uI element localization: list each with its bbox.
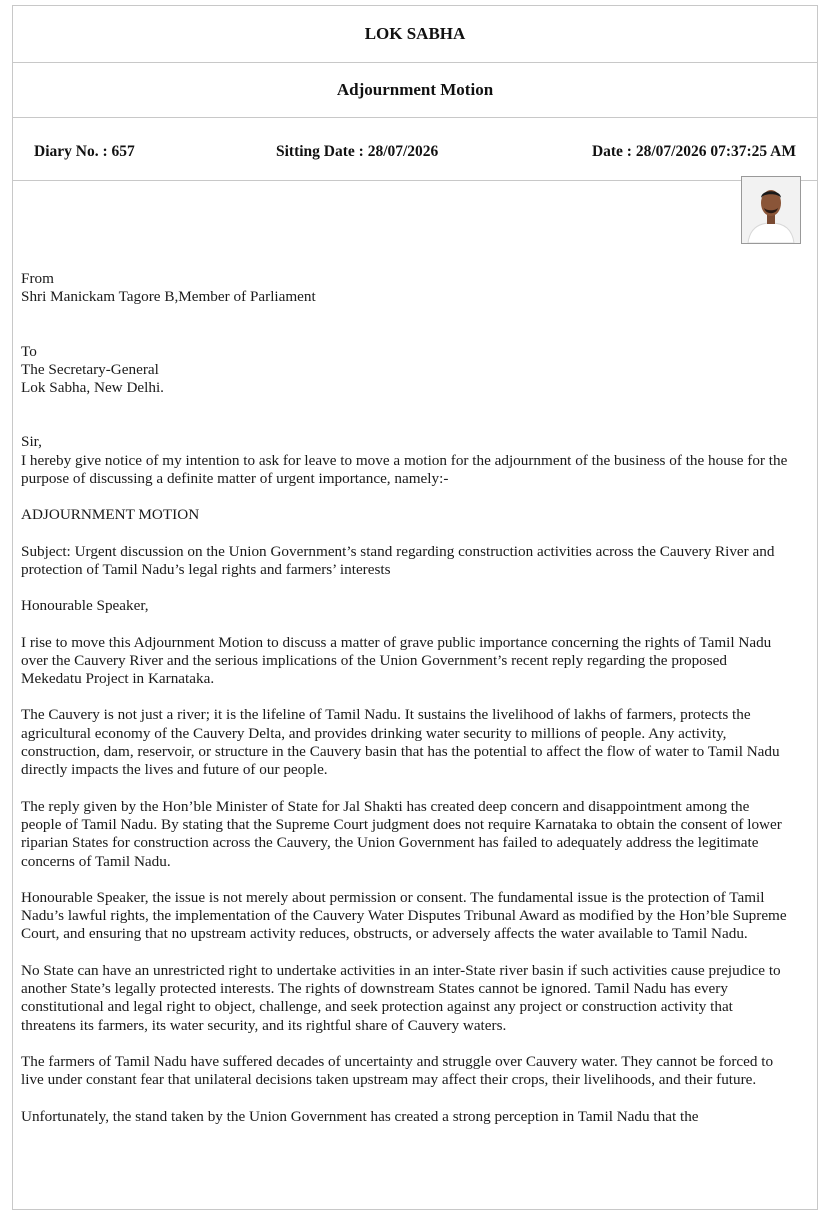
subject-text: Subject: Urgent discussion on the Union Government’s stand regarding construction activities across the Cauvery River and protection of Tamil Nadu’s legal rights and farmers’ interests <box>21 542 775 578</box>
paragraph: The farmers of Tamil Nadu have suffered decades of uncertainty and struggle over Cauvery water. They cannot be forced to live under constant fear that unilateral decisions taken upstream may affect their crops, their livelihoods, and their future. <box>21 1052 774 1089</box>
house-title: LOK SABHA <box>13 6 817 63</box>
speaker-address: Honourable Speaker, <box>21 597 149 615</box>
diary-number: Diary No. : 657 <box>34 143 135 160</box>
motion-heading: ADJOURNMENT MOTION <box>21 506 200 524</box>
meta-row <box>13 118 817 181</box>
paragraph: Honourable Speaker, the issue is not merely about permission or consent. The fundamental issue is the protection of Tamil Nadu’s lawful rights, the implementation of the Cauvery Water Disputes Tribunal Award as modified by the Hon’ble Supreme Court, and ensuring that no upstream activity reduces, obstructs, or adversely affects the water available to Tamil Nadu. <box>21 888 787 943</box>
to-line-1: The Secretary-General <box>21 360 159 378</box>
notice-text: I hereby give notice of my intention to ask for leave to move a motion for the adjournment of the business of the house for the purpose of discussing a definite matter of urgent importance, namely:- <box>21 451 788 488</box>
sitting-date: Sitting Date : 28/07/2026 <box>276 143 439 160</box>
member-photo-icon <box>741 176 801 244</box>
letter-body <box>21 270 791 1126</box>
submission-date: Date : 28/07/2026 07:37:25 AM <box>591 143 796 160</box>
paragraph: The reply given by the Hon’ble Minister of State for Jal Shakti has created deep concern and disappointment among the people of Tamil Nadu. By stating that the Supreme Court judgment does not require Karnataka to obtain the consent of lower riparian States for construction across the Cauvery, the Union Government has failed to adequately address the legitimate concerns of Tamil Nadu. <box>21 797 782 870</box>
salutation: Sir, <box>21 433 42 451</box>
to-line-2: Lok Sabha, New Delhi. <box>21 379 164 397</box>
paragraph: The Cauvery is not just a river; it is the lifeline of Tamil Nadu. It sustains the livelihood of lakhs of farmers, protects the agricultural economy of the Cauvery Delta, and provides drinking water security to millions of people. Any activity, construction, dam, reservoir, or structure in the Cauvery basin that has the potential to affect the flow of water to Tamil Nadu directly impacts the lives and future of our people. <box>21 706 780 779</box>
paragraph: No State can have an unrestricted right to undertake activities in an inter-State river basin if such activities cause prejudice to another State’s legally protected interests. The rights of downstream States cannot be ignored. Tamil Nadu has every constitutional and legal right to object, challenge, and seek protection against any project or construction activity that threatens its farmers, its water security, and its rightful share of Cauvery waters. <box>21 961 781 1034</box>
to-label: To <box>21 342 37 360</box>
paragraph: Unfortunately, the stand taken by the Union Government has created a strong perception in Tamil Nadu that the <box>21 1107 699 1125</box>
paragraph: I rise to move this Adjournment Motion to discuss a matter of grave public importance concerning the rights of Tamil Nadu over the Cauvery River and the serious implications of the Union Government’s recent reply regarding the proposed Mekedatu Project in Karnataka. <box>21 633 772 688</box>
from-label: From <box>21 270 54 287</box>
motion-type-title: Adjournment Motion <box>13 63 817 118</box>
from-name: Shri Manickam Tagore B,Member of Parliament <box>21 288 316 306</box>
